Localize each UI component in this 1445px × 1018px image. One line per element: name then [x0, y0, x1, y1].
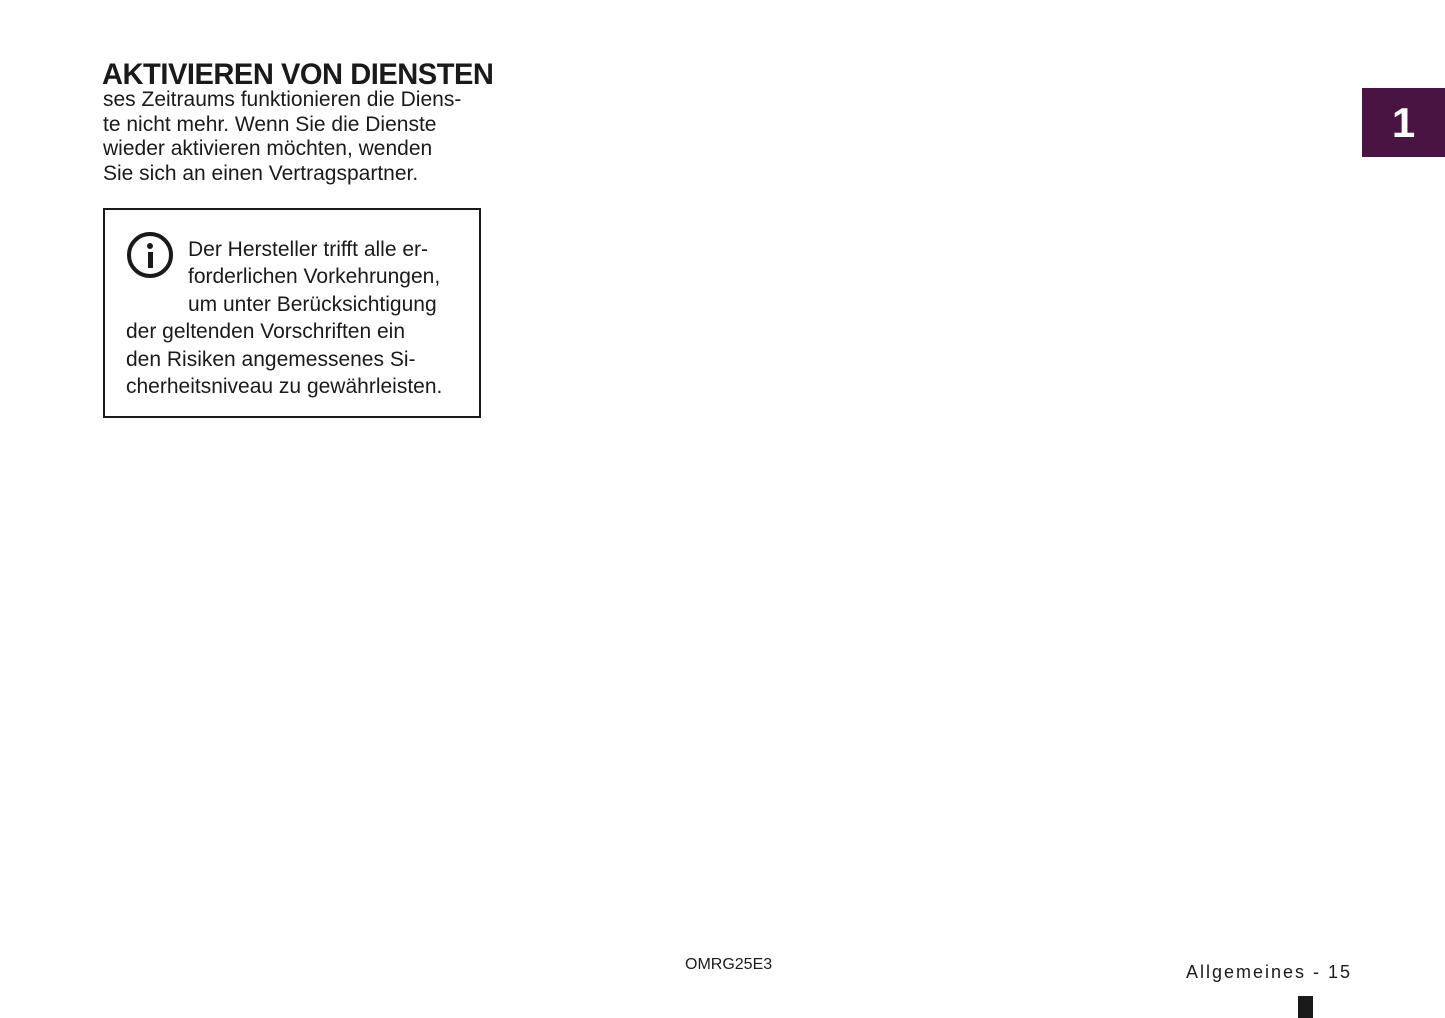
info-line: forderlichen Vorkehrungen, [188, 265, 441, 289]
info-line: der geltenden Vorschriften ein [126, 320, 406, 344]
paragraph-line: wieder aktivieren möchten, wenden [103, 137, 433, 160]
info-box-text [126, 236, 442, 400]
paragraph-line: Sie sich an einen Vertragspartner. [103, 161, 419, 185]
info-line: um unter Berücksichtigung [188, 292, 437, 316]
info-line: Der Hersteller trifft alle er- [188, 238, 429, 261]
page-number-label: Allgemeines - 15 [1186, 962, 1353, 982]
document-code: OMRG25E3 [685, 956, 773, 973]
paragraph-line: te nicht mehr. Wenn Sie die Dienste [103, 112, 437, 136]
chapter-number: 1 [1391, 98, 1416, 146]
info-line: cherheitsniveau zu gewährleisten. [126, 375, 443, 399]
intro-paragraph [103, 88, 461, 186]
info-box [103, 208, 481, 418]
chapter-tab [1362, 88, 1445, 157]
page-edge-mark [1298, 996, 1313, 1018]
page-title: AKTIVIEREN VON DIENSTEN [102, 58, 494, 92]
info-line: den Risiken angemessenes Si- [126, 347, 416, 371]
paragraph-line: ses Zeitraums funktionieren die Diens- [103, 88, 462, 111]
